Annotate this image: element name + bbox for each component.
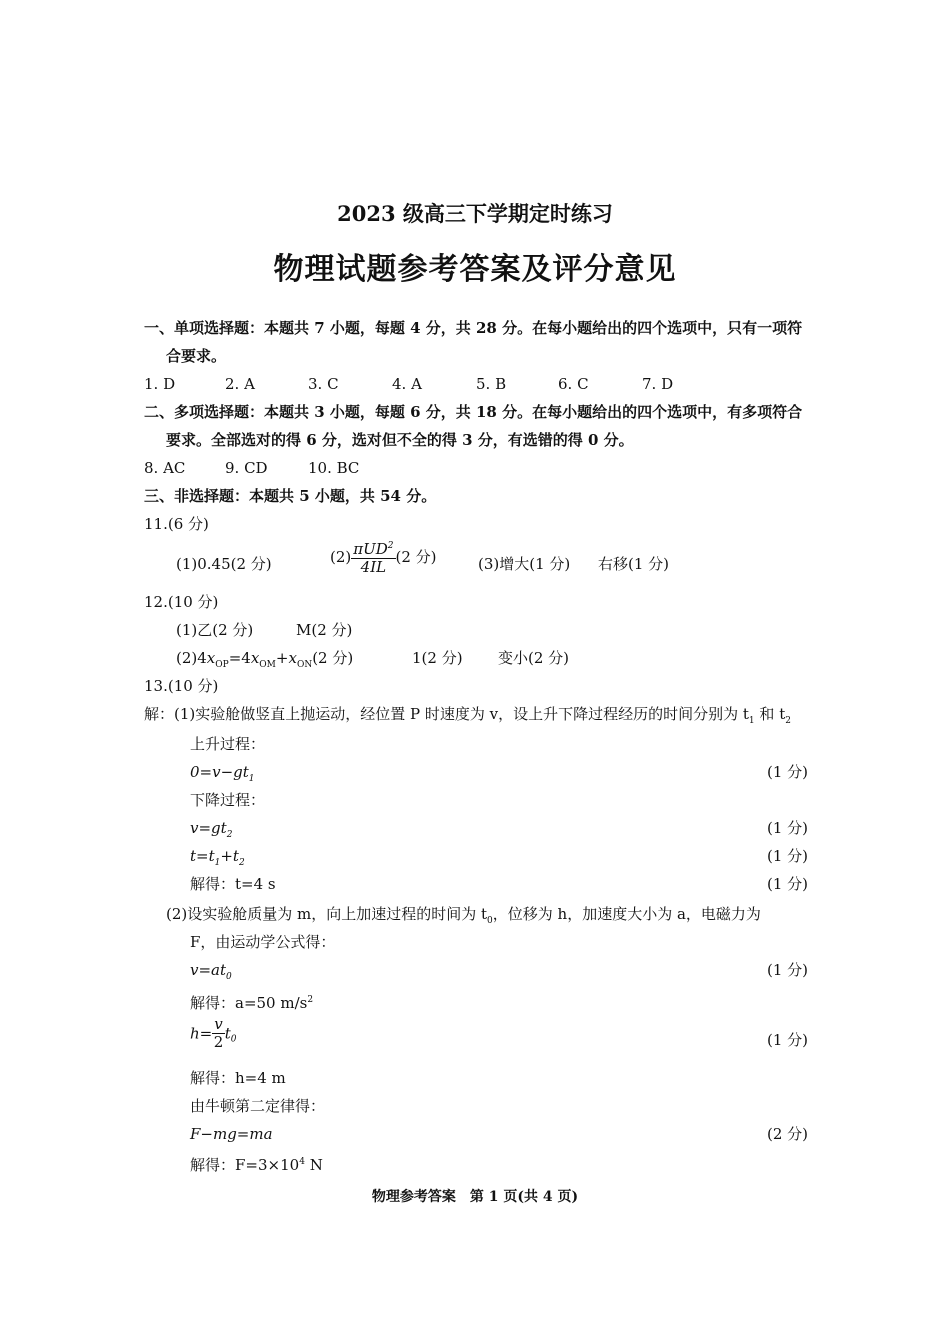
q12-part2b: 1(2 分): [412, 649, 463, 667]
q11-part2-prefix: (2): [330, 548, 352, 566]
answer-5: 5. B: [476, 375, 507, 393]
q11-part1: (1)0.45(2 分): [176, 555, 272, 573]
section3-heading: 三、非选择题：本题共 5 小题，共 54 分。: [144, 487, 437, 505]
q12-part2-equation: $(2)4x_{OP}=4x_{OM}+x_{ON}(2$ 分): [176, 649, 354, 670]
q13-result-2: 解得：a=50 $m/s^2$: [190, 994, 314, 1012]
q11-label: 11.(6 分): [144, 515, 209, 533]
q13-eq4: $v=at_0$: [190, 961, 232, 982]
answer-9: 9. CD: [225, 459, 268, 477]
q13-score-3: (1 分): [766, 847, 808, 865]
answer-10: 10. BC: [308, 459, 360, 477]
section2-heading-cont: 要求。全部选对的得 6 分，选对但不全的得 3 分，有选错的得 0 分。: [166, 431, 634, 449]
q13-score-4: (1 分): [766, 875, 808, 893]
q11-part2: [330, 538, 437, 576]
q13-eq3: $t=t_1+t_2$: [190, 847, 245, 868]
q13-label: 13.(10 分): [144, 677, 219, 695]
q13-part2-line1: (2)设实验舱质量为 m，向上加速过程的时间为 $t_0$，位移为 h，加速度大小为 a，电磁力为: [166, 905, 761, 926]
q13-score-5: (1 分): [766, 961, 808, 979]
q13-eq1: $0=v-gt_1$: [190, 763, 255, 784]
q13-eq5-fraction: $\frac{v}{2}$: [213, 1015, 224, 1051]
q11-fraction-num: πUD$^2$: [353, 540, 394, 558]
q13-eq6: F−mg=ma: [190, 1125, 273, 1143]
q11-part2-score: (2 分): [395, 548, 437, 566]
q13-result-1: 解得：t=4 s: [190, 875, 276, 893]
q13-part2-line2: F，由运动学公式得：: [190, 933, 336, 951]
section2-heading: 二、多项选择题：本题共 3 小题，每题 6 分，共 18 分。在每小题给出的四个选项中，有多项符合: [144, 403, 803, 421]
q13-score-1: (1 分): [766, 763, 808, 781]
exam-subtitle: 2023 级高三下学期定时练习: [337, 201, 613, 226]
answer-4: 4. A: [392, 375, 422, 393]
answer-2: 2. A: [225, 375, 255, 393]
answer-7: 7. D: [642, 375, 674, 393]
section1-heading-cont: 合要求。: [166, 347, 227, 365]
page-title: 物理试题参考答案及评分意见: [273, 252, 677, 287]
q11-part3: (3)增大(1 分): [478, 555, 571, 573]
answer-1: 1. D: [144, 375, 176, 393]
answer-3: 3. C: [308, 375, 339, 393]
q11-fraction: [351, 538, 395, 576]
answer-6: 6. C: [558, 375, 589, 393]
q13-down-label: 下降过程：: [190, 791, 266, 809]
section1-heading: 一、单项选择题：本题共 7 小题，每题 4 分，共 28 分。在每小题给出的四个选项中，只有一项符: [144, 319, 803, 337]
q11-fraction-den: 4IL: [360, 558, 387, 576]
page-footer: 物理参考答案 第 1 页(共 4 页): [371, 1189, 579, 1205]
q13-score-6: (1 分): [766, 1031, 808, 1049]
answer-8: 8. AC: [144, 459, 186, 477]
q13-result-4: 解得：$F=3\times 10^4$ N: [190, 1156, 323, 1174]
q12-part1a: (1)乙(2 分): [176, 621, 254, 639]
q11-part4: 右移(1 分): [598, 555, 670, 573]
q13-up-label: 上升过程：: [190, 735, 266, 753]
q12-part2c: 变小(2 分): [498, 649, 570, 667]
q13-eq5: h= $\frac{v}{2}$ $t_0$: [190, 1015, 237, 1051]
q13-newton-label: 由牛顿第二定律得：: [190, 1097, 326, 1115]
q12-part1b: M(2 分): [296, 621, 353, 639]
q12-label: 12.(10 分): [144, 593, 219, 611]
q13-eq2: $v=gt_2$: [190, 819, 233, 840]
q13-result-3: 解得：h=4 m: [190, 1069, 286, 1087]
q13-score-7: (2 分): [766, 1125, 808, 1143]
q13-intro: 解：(1)实验舱做竖直上抛运动，经位置 P 时速度为 v，设上升下降过程经历的时间分别为 $t_1$ 和 $t_2$: [144, 705, 791, 726]
q13-score-2: (1 分): [766, 819, 808, 837]
